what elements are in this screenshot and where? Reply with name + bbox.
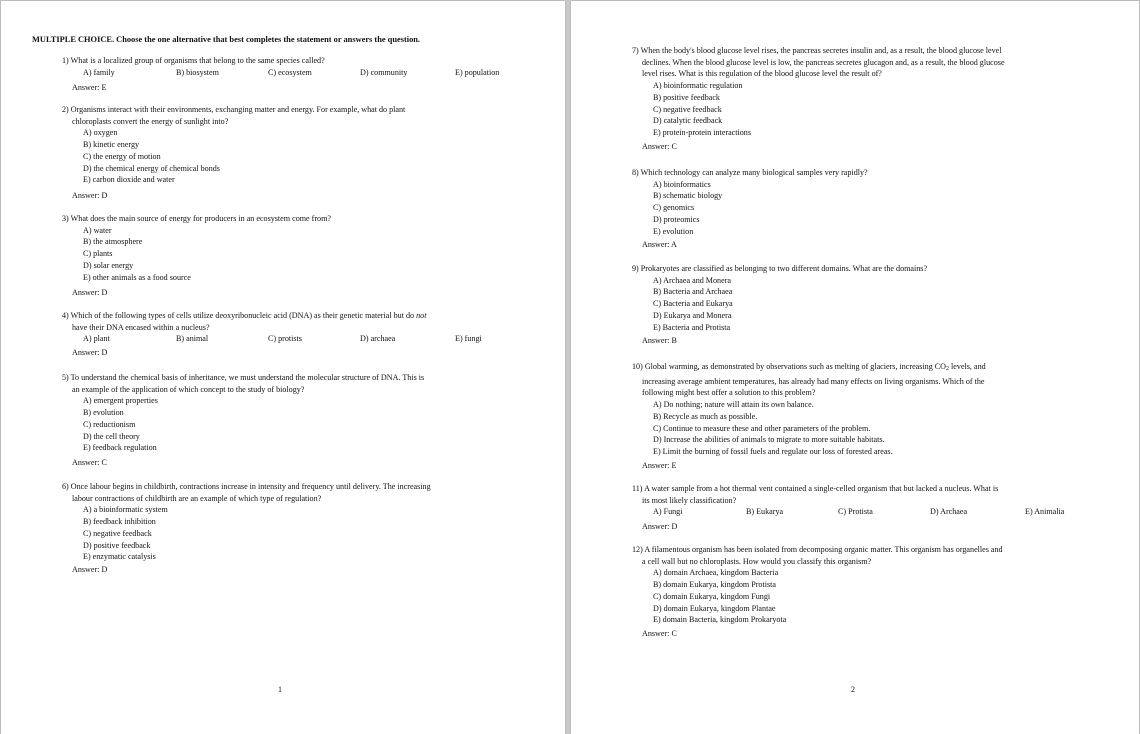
options <box>632 399 1132 458</box>
option-d: D) Eukarya and Monera <box>653 310 732 320</box>
question-7: 7) When the body's blood glucose level rises, the pancreas secretes insulin and, as a result, the blood glucose level declines. When the blood glucose level is low, the pancreas secretes glucagon and, as a result, the blood glucose level rises. What is this regulation of the blood glucose level the result of? A) bioinformatic regulation B) positive feedback C) negative feedback D) catalytic feedback E) protein-protein interactions Answer: C <box>632 45 1132 152</box>
option-a: A) Archaea and Monera <box>653 275 731 285</box>
options <box>632 506 1132 518</box>
answer: Answer: C <box>642 628 677 638</box>
option-d: D) Archaea <box>930 507 968 517</box>
question-5: 5) To understand the chemical basis of inheritance, we must understand the molecular structure of DNA. This is an example of the application of which concept to the study of biology? A) emergent properties B) evolution C) reductionism D) the cell theory E) feedback regulation Answer: C <box>62 372 542 469</box>
option-c: C) Continue to measure these and other parameters of the problem. <box>653 423 871 433</box>
question-8: 8) Which technology can analyze many biological samples very rapidly? A) bioinformatics B) schematic biology C) genomics D) proteomics E) evolution Answer: A <box>632 167 1132 251</box>
options <box>62 504 542 563</box>
option-e: E) other animals as a food source <box>83 272 191 282</box>
answer: Answer: C <box>642 141 677 151</box>
option-c: C) the energy of motion <box>83 151 161 161</box>
option-a: A) Do nothing; nature will attain its own balance. <box>653 400 814 410</box>
options <box>62 225 532 284</box>
option-a: A) domain Archaea, kingdom Bacteria <box>653 568 779 578</box>
option-e: E) Bacteria and Protista <box>653 322 731 332</box>
option-d: D) community <box>360 67 408 77</box>
question-1: 1) What is a localized group of organisms that belong to the same species called? A) family B) biosystem C) ecosystem D) community E) population Answer: E <box>62 55 522 94</box>
question-stem: A water sample from a hot thermal vent contained a single-celled organism that but lacked a nucleus. What is <box>644 484 999 493</box>
document-page-2 <box>571 1 1139 734</box>
option-b: B) the atmosphere <box>83 237 143 247</box>
option-b: B) Recycle as much as possible. <box>653 411 758 421</box>
question-6: 6) Once labour begins in childbirth, contractions increase in intensity and frequency until delivery. The increasing labour contractions of childbirth are an example of which type of regulation? A) a bioinformatic system B) feedback inhibition C) negative feedback D) positive feedback E) enzymatic catalysis Answer: D <box>62 481 542 576</box>
question-4: 4) Which of the following types of cells utilize deoxyribonucleic acid (DNA) as their genetic material but do not have their DNA encased within a nucleus? A) plant B) animal C) protists D) archaea E) fungi Answer: D <box>62 310 542 359</box>
option-c: C) plants <box>83 249 113 259</box>
option-d: D) Increase the abilities of animals to migrate to more suitable habitats. <box>653 435 885 445</box>
option-c: C) domain Eukarya, kingdom Fungi <box>653 591 771 601</box>
option-d: D) the cell theory <box>83 431 140 441</box>
answer: Answer: D <box>72 564 108 574</box>
option-a: A) water <box>83 225 112 235</box>
option-e: E) fungi <box>455 334 482 344</box>
option-a: A) family <box>83 67 115 77</box>
option-b: B) positive feedback <box>653 92 720 102</box>
option-e: E) domain Bacteria, kingdom Prokaryota <box>653 615 787 625</box>
option-b: B) biosystem <box>176 67 219 77</box>
option-d: D) catalytic feedback <box>653 116 723 126</box>
option-c: C) negative feedback <box>653 104 722 114</box>
option-b: B) Eukarya <box>746 507 784 517</box>
option-c: C) protists <box>268 334 302 344</box>
option-e: E) carbon dioxide and water <box>83 175 175 185</box>
question-stem: Prokaryotes are classified as belonging to two different domains. What are the domains? <box>640 264 928 273</box>
option-d: D) archaea <box>360 334 396 344</box>
answer: Answer: D <box>72 288 108 298</box>
options <box>632 567 1132 626</box>
option-c: C) genomics <box>653 203 695 213</box>
answer: Answer: D <box>72 190 108 200</box>
answer: Answer: D <box>72 348 108 358</box>
option-a: A) a bioinformatic system <box>83 505 168 515</box>
option-b: B) kinetic energy <box>83 140 140 150</box>
question-12: 12) A filamentous organism has been isolated from decomposing organic matter. This organism has organelles and a cell wall but no chloroplasts. How would you classify this organism? A) domain Archaea, kingdom Bacteria B) domain Eukarya, kingdom Protista C) domain Eukarya, kingdom Fungi D) domain Eukarya, kingdom Plantae E) domain Bacteria, kingdom Prokaryota Answer: C <box>632 544 1132 640</box>
section-heading: MULTIPLE CHOICE. Choose the one alternative that best completes the statement or answers the question. <box>32 35 421 44</box>
question-stem: A filamentous organism has been isolated from decomposing organic matter. This organism has organelles and <box>644 545 1003 554</box>
question-3: 3) What does the main source of energy for producers in an ecosystem come from? A) water B) the atmosphere C) plants D) solar energy E) other animals as a food source Answer: D <box>62 213 532 299</box>
option-d: D) positive feedback <box>83 540 151 550</box>
option-c: C) Protista <box>838 507 873 517</box>
question-2: 2) Organisms interact with their environments, exchanging matter and energy. For example, what do plant chloroplasts convert the energy of sunlight into? A) oxygen B) kinetic energy C) the energy of motion D) the chemical energy of chemical bonds E) carbon dioxide and water Answer: D <box>62 104 532 202</box>
question-stem: What is a localized group of organisms that belong to the same species called? <box>70 56 325 65</box>
question-10: 10) Global warming, as demonstrated by observations such as melting of glaciers, increasing $CO_2$ levels, and increasing average ambient temperatures, has already had many effects on living organisms. Which of the following might best offer a solution to this problem? A) Do nothing; nature will attain its own balance. B) Recycle as much as possible. C) Continue to measure these and other parameters of the problem. D) Increase the abilities of animals to migrate to more suitable habitats. E) Limit the burning of fossil fuels and regulate our loss of forested areas. Answer: E <box>632 361 1132 471</box>
answer: Answer: B <box>642 336 677 346</box>
option-e: E) population <box>455 67 500 77</box>
option-e: E) feedback regulation <box>83 443 157 453</box>
options <box>62 67 522 79</box>
question-stem: What does the main source of energy for producers in an ecosystem come from? <box>70 214 331 223</box>
option-a: A) emergent properties <box>83 396 158 406</box>
options <box>62 395 542 454</box>
option-b: B) animal <box>176 334 209 344</box>
option-d: D) the chemical energy of chemical bonds <box>83 163 220 173</box>
option-b: B) domain Eukarya, kingdom Protista <box>653 580 776 590</box>
question-stem: Global warming, as demonstrated by observations such as melting of glaciers, increasing CO <box>644 362 947 371</box>
options <box>632 179 1132 238</box>
option-e: E) Limit the burning of fossil fuels and regulate our loss of forested areas. <box>653 446 893 456</box>
option-a: A) bioinformatic regulation <box>653 81 743 91</box>
option-c: C) ecosystem <box>268 67 312 77</box>
question-9: 9) Prokaryotes are classified as belonging to two different domains. What are the domains? A) Archaea and Monera B) Bacteria and Archaea C) Bacteria and Eukarya D) Eukarya and Monera E) Bacteria and Protista Answer: B <box>632 263 1132 347</box>
option-c: C) reductionism <box>83 419 136 429</box>
option-a: A) bioinformatics <box>653 179 711 189</box>
question-stem: To understand the chemical basis of inheritance, we must understand the molecular structure of DNA. This is <box>70 373 425 382</box>
option-d: D) solar energy <box>83 260 134 270</box>
question-stem: Organisms interact with their environments, exchanging matter and energy. For example, what do plant <box>70 105 406 114</box>
option-b: B) Bacteria and Archaea <box>653 287 733 297</box>
option-e: E) enzymatic catalysis <box>83 552 156 562</box>
option-d: D) domain Eukarya, kingdom Plantae <box>653 603 776 613</box>
question-11: 11) A water sample from a hot thermal vent contained a single-celled organism that but lacked a nucleus. What is its most likely classification? A) Fungi B) Eukarya C) Protista D) Archaea E) Animalia Answer: D <box>632 483 1132 533</box>
option-b: B) evolution <box>83 408 124 418</box>
option-e: E) Animalia <box>1025 507 1065 517</box>
question-stem: When the body's blood glucose level rises, the pancreas secretes insulin and, as a result, the blood glucose level <box>640 46 1002 55</box>
answer: Answer: E <box>72 83 107 93</box>
question-stem: Which technology can analyze many biological samples very rapidly? <box>640 168 868 177</box>
page-number: 2 <box>851 685 855 694</box>
option-a: A) Fungi <box>653 507 683 517</box>
option-e: E) evolution <box>653 226 694 236</box>
answer: Answer: E <box>642 460 677 470</box>
options <box>62 127 532 186</box>
answer: Answer: A <box>642 240 677 250</box>
answer: Answer: C <box>72 457 107 467</box>
page-number: 1 <box>278 685 282 694</box>
options <box>62 333 542 345</box>
question-stem: Which of the following types of cells utilize deoxyribonucleic acid (DNA) as their genetic material but do <box>70 311 415 320</box>
document-page-1 <box>1 1 565 734</box>
options <box>632 80 1132 139</box>
option-a: A) oxygen <box>83 128 118 138</box>
option-a: A) plant <box>83 334 110 344</box>
option-d: D) proteomics <box>653 214 700 224</box>
option-b: B) schematic biology <box>653 191 723 201</box>
question-stem: Once labour begins in childbirth, contractions increase in intensity and frequency until delivery. The increasing <box>70 482 431 491</box>
options <box>632 275 1132 334</box>
answer: Answer: D <box>642 522 678 532</box>
option-e: E) protein-protein interactions <box>653 127 751 137</box>
option-b: B) feedback inhibition <box>83 517 156 527</box>
option-c: C) negative feedback <box>83 528 152 538</box>
option-c: C) Bacteria and Eukarya <box>653 299 733 309</box>
